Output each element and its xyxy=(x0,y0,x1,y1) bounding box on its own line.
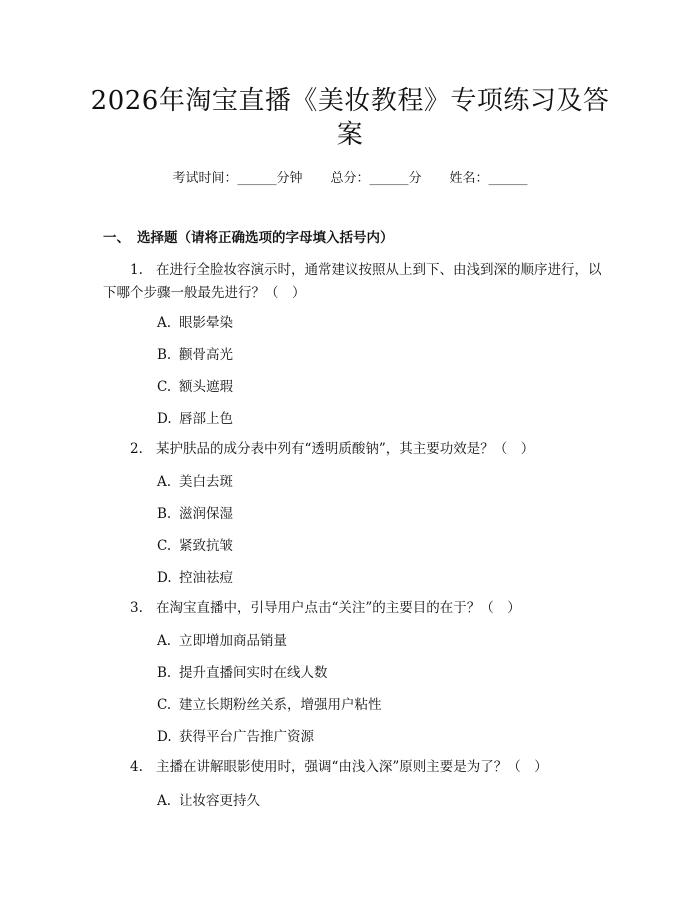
option-letter: B. xyxy=(157,347,172,363)
option-3d xyxy=(157,728,314,746)
question-text: 主播在讲解眼影使用时，强调“由浅入深”原则主要是为了？（ ） xyxy=(156,759,548,775)
option-letter: C. xyxy=(157,538,172,554)
section-number: 一、 xyxy=(103,230,130,246)
option-text: 获得平台广告推广资源 xyxy=(179,729,314,745)
option-text: 额头遮瑕 xyxy=(179,379,233,395)
option-letter: A. xyxy=(157,474,172,490)
document-title: 2026年淘宝直播《美妆教程》专项练习及答案 xyxy=(90,86,610,150)
option-1d xyxy=(157,410,233,428)
option-2c xyxy=(157,537,233,555)
section-title: 选择题（请将正确选项的字母填入括号内） xyxy=(137,230,394,246)
option-letter: D. xyxy=(157,570,172,586)
option-text: 让妆容更持久 xyxy=(179,793,260,809)
option-1b xyxy=(157,346,233,364)
option-3b xyxy=(157,664,328,682)
option-text: 眼影晕染 xyxy=(179,315,233,331)
option-letter: D. xyxy=(157,729,172,745)
option-3a xyxy=(157,632,287,650)
option-text: 立即增加商品销量 xyxy=(179,633,287,649)
option-letter: C. xyxy=(157,697,172,713)
score-unit: 分 xyxy=(408,171,422,186)
score-label: 总分： xyxy=(330,171,370,186)
option-letter: A. xyxy=(157,793,172,809)
option-letter: A. xyxy=(157,315,172,331)
option-1c xyxy=(157,378,233,396)
option-text: 建立长期粉丝关系，增强用户粘性 xyxy=(179,697,382,713)
option-2a xyxy=(157,473,233,491)
question-number: 1. xyxy=(130,262,143,278)
option-letter: A. xyxy=(157,633,172,649)
option-text: 提升直播间实时在线人数 xyxy=(179,665,328,681)
question-4 xyxy=(103,756,603,779)
name-blank: ______ xyxy=(488,171,528,186)
option-text: 控油祛痘 xyxy=(179,570,233,586)
name-label: 姓名： xyxy=(449,171,489,186)
exam-meta-line xyxy=(0,170,700,188)
option-text: 紧致抗皱 xyxy=(179,538,233,554)
question-text: 在淘宝直播中，引导用户点击“关注”的主要目的在于？（ ） xyxy=(156,600,521,616)
question-number: 3. xyxy=(130,600,143,616)
time-unit: 分钟 xyxy=(276,171,303,186)
option-text: 颧骨高光 xyxy=(179,347,233,363)
option-letter: B. xyxy=(157,665,172,681)
time-blank: ______ xyxy=(237,171,277,186)
option-letter: B. xyxy=(157,506,172,522)
question-number: 4. xyxy=(130,759,143,775)
option-text: 滋润保湿 xyxy=(179,506,233,522)
option-1a xyxy=(157,314,233,332)
option-3c xyxy=(157,696,382,714)
question-text: 在进行全脸妆容演示时，通常建议按照从上到下、由浅到深的顺序进行，以下哪个步骤一般最先进行？（ ） xyxy=(103,262,602,301)
option-4a xyxy=(157,792,260,810)
option-letter: C. xyxy=(157,379,172,395)
score-blank: ______ xyxy=(369,171,409,186)
question-3 xyxy=(103,597,603,620)
time-label: 考试时间： xyxy=(172,171,238,186)
question-2 xyxy=(103,438,603,461)
question-1 xyxy=(103,259,603,305)
option-2d xyxy=(157,569,233,587)
section-heading xyxy=(103,229,394,247)
question-text: 某护肤品的成分表中列有“透明质酸钠”，其主要功效是？（ ） xyxy=(156,441,535,457)
option-text: 美白去斑 xyxy=(179,474,233,490)
option-2b xyxy=(157,505,233,523)
option-text: 唇部上色 xyxy=(179,411,233,427)
question-number: 2. xyxy=(130,441,143,457)
option-letter: D. xyxy=(157,411,172,427)
